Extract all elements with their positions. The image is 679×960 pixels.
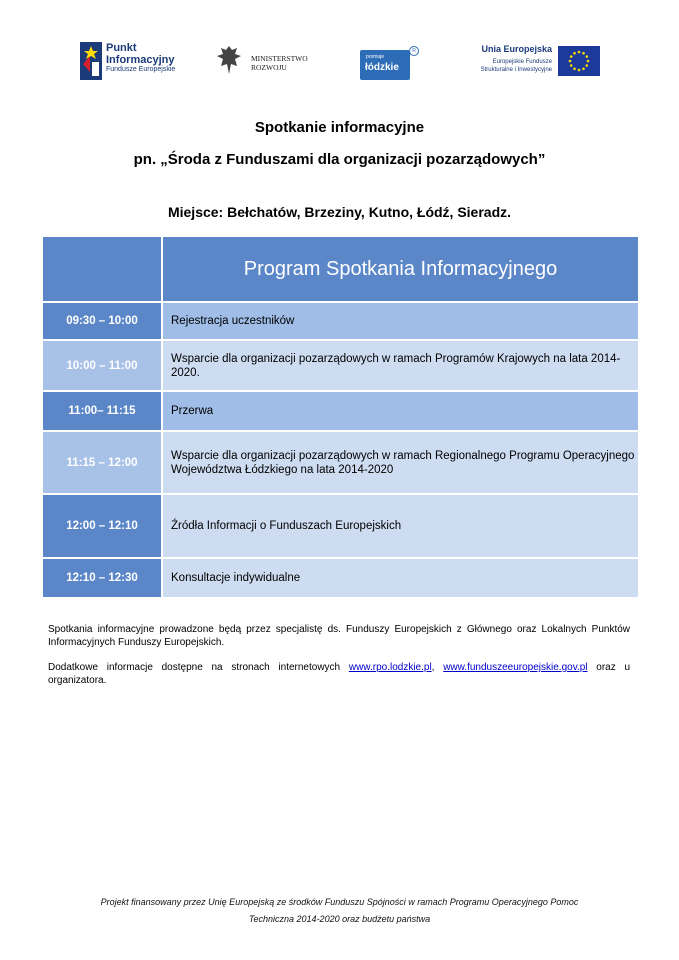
promuje-lodzkie-logo [360, 46, 418, 80]
eu-line2: Strukturalne i Inwestycyjne [480, 67, 552, 73]
punkt-informacyjny-logo [80, 42, 190, 86]
program-row [42, 302, 639, 340]
program-header-empty [42, 236, 162, 302]
link-separator: , [431, 662, 444, 673]
program-desc: Źródła Informacji o Funduszach Europejskich [162, 494, 639, 558]
program-table [42, 236, 639, 598]
event-name: pn. „Środa z Funduszami dla organizacji pozarządowych” [133, 151, 546, 168]
program-header-row [42, 236, 639, 302]
pi-line2: Informacyjny [106, 54, 175, 66]
logo-bar [80, 40, 600, 90]
rpo-lodzkie-link[interactable]: www.rpo.lodzkie.pl [348, 662, 432, 673]
event-location: Miejsce: Bełchatów, Brzeziny, Kutno, Łódź, Sieradz. [167, 204, 512, 220]
note-more-info-end: oraz u organizatora. [48, 662, 631, 686]
lodzkie-badge [360, 50, 410, 80]
footer-funding-line1: Projekt finansowany przez Unię Europejską ze środków Funduszu Spójności w ramach Programu Operacyjnego Pomoc [100, 897, 579, 907]
ministerstwo-text [251, 54, 308, 72]
ministry-line2: ROZWOJU [251, 63, 287, 72]
program-time: 11:00– 11:15 [42, 391, 162, 431]
eu-line1: Europejskie Fundusze [492, 59, 552, 65]
program-row [42, 558, 639, 598]
program-row [42, 494, 639, 558]
program-time: 09:30 – 10:00 [42, 302, 162, 340]
program-time: 11:15 – 12:00 [42, 431, 162, 494]
eu-title: Unia Europejska [481, 44, 552, 54]
program-time: 12:10 – 12:30 [42, 558, 162, 598]
eu-flag-icon [558, 46, 600, 76]
ministerstwo-logo [215, 44, 325, 84]
program-desc: Wsparcie dla organizacji pozarządowych w ramach Regionalnego Programu Operacyjnego Województwa Łódzkiego na lata 2014-2020 [162, 431, 639, 494]
registered-mark-icon: R [409, 46, 419, 56]
unia-europejska-logo [455, 44, 600, 88]
pi-subtitle: Fundusze Europejskie [106, 66, 176, 73]
program-desc: Wsparcie dla organizacji pozarządowych w ramach Programów Krajowych na lata 2014-2020. [162, 340, 639, 391]
program-row [42, 431, 639, 494]
program-row [42, 340, 639, 391]
lodzkie-small-text: promuje [366, 54, 385, 60]
pi-title [106, 42, 174, 66]
program-time: 12:00 – 12:10 [42, 494, 162, 558]
program-desc: Rejestracja uczestników [162, 302, 639, 340]
program-row [42, 391, 639, 431]
lodzkie-big-text: łódzkie [365, 62, 399, 73]
document-title: Spotkanie informacyjne [254, 119, 425, 136]
note-more-info-text: Dodatkowe informacje dostępne na stronach internetowych [48, 662, 349, 673]
program-time: 10:00 – 11:00 [42, 340, 162, 391]
footer-funding-line2: Techniczna 2014-2020 oraz budżetu państwa [248, 914, 431, 924]
note-more-info [48, 661, 630, 687]
note-specialists: Spotkania informacyjne prowadzone będą przez specjalistę ds. Funduszy Europejskich z Głównego oraz Lokalnych Punktów Informacyjnych Funduszy Europejskich. [48, 624, 630, 648]
eagle-icon [215, 44, 243, 78]
ministry-line1: MINISTERSTWO [251, 54, 308, 63]
fundusze-europejskie-link[interactable]: www.funduszeeuropejskie.gov.pl [443, 662, 588, 673]
pi-line1: Punkt [106, 42, 137, 54]
punkt-informacyjny-icon [80, 42, 102, 80]
program-title: Program Spotkania Informacyjnego [162, 236, 639, 302]
program-desc: Konsultacje indywidualne [162, 558, 639, 598]
eu-subtitle [481, 58, 552, 74]
program-desc: Przerwa [162, 391, 639, 431]
